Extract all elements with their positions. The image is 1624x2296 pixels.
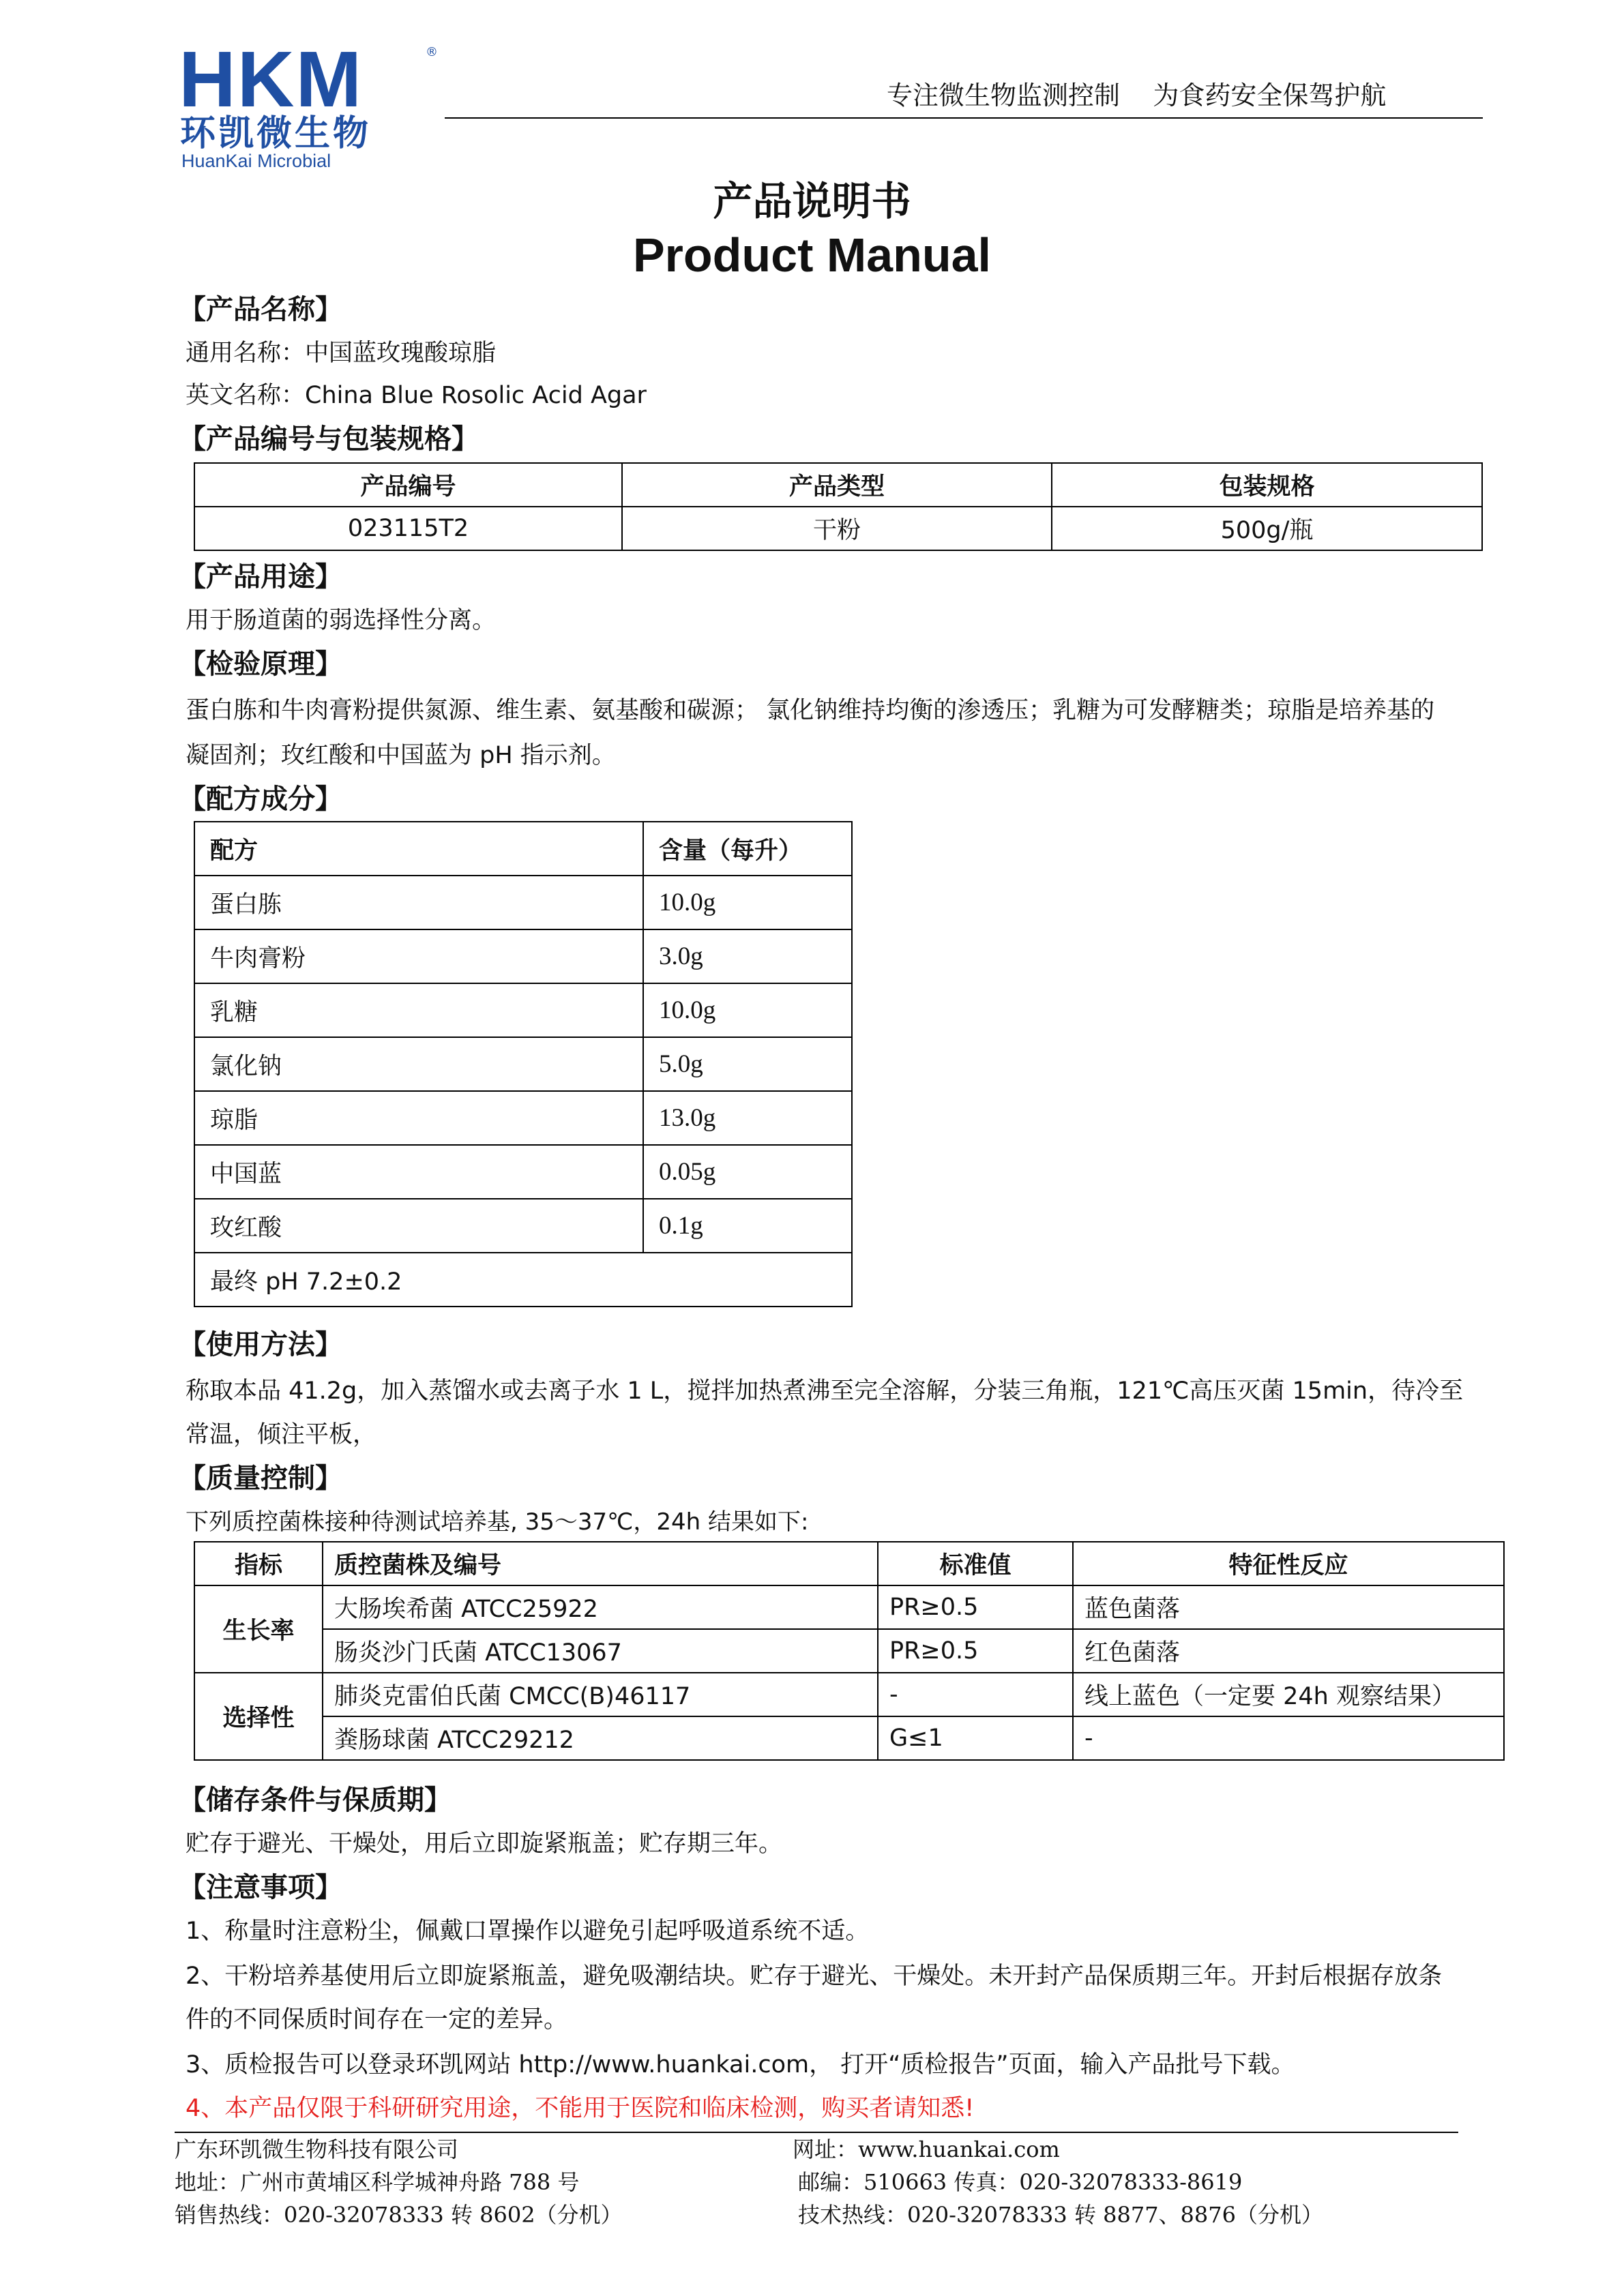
qc-indicator: 选择性 bbox=[194, 1673, 323, 1760]
qc-reaction: 线上蓝色（一定要 24h 观察结果） bbox=[1073, 1673, 1504, 1716]
table-row bbox=[194, 1145, 852, 1199]
ingredient-name: 乳糖 bbox=[194, 983, 643, 1037]
ingredient-name: 蛋白胨 bbox=[194, 876, 643, 929]
table-row bbox=[194, 1629, 1504, 1673]
qc-standard: G≤1 bbox=[878, 1716, 1073, 1760]
section-packaging: 【产品编号与包装规格】 bbox=[179, 423, 479, 455]
qc-reaction: - bbox=[1073, 1716, 1504, 1760]
footer-website: 网址：www.huankai.com bbox=[793, 2136, 1060, 2162]
ingredient-amount: 0.05g bbox=[643, 1145, 852, 1199]
table-row bbox=[194, 1091, 852, 1145]
ingredient-amount: 10.0g bbox=[643, 876, 852, 929]
qc-strain: 大肠埃希菌 ATCC25922 bbox=[323, 1585, 878, 1629]
method-line-1: 称取本品 41.2g，加入蒸馏水或去离子水 1 L，搅拌加热煮沸至完全溶解，分装三角瓶，121℃高压灭菌 15min，待冷至 bbox=[186, 1377, 1464, 1405]
note-4-warning: 4、本产品仅限于科研研究用途，不能用于医院和临床检测，购买者请知悉! bbox=[186, 2095, 975, 2122]
final-ph: 最终 pH 7.2±0.2 bbox=[194, 1253, 852, 1307]
qc-intro: 下列质控菌株接种待测试培养基, 35～37℃，24h 结果如下: bbox=[186, 1508, 809, 1536]
table-row bbox=[194, 876, 852, 929]
principle-line-2: 凝固剂；玫红酸和中国蓝为 pH 指示剂。 bbox=[186, 742, 616, 769]
section-notes: 【注意事项】 bbox=[179, 1872, 342, 1903]
english-name: 英文名称：China Blue Rosolic Acid Agar bbox=[186, 382, 647, 409]
ingredient-amount: 10.0g bbox=[643, 983, 852, 1037]
note-2-line-1: 2、干粉培养基使用后立即旋紧瓶盖，避免吸潮结块。贮存于避光、干燥处。未开封产品保质期三年。开封后根据存放条 bbox=[186, 1963, 1443, 1990]
table-row bbox=[194, 929, 852, 983]
qc-standard: - bbox=[878, 1673, 1073, 1716]
logo-registered-mark: ® bbox=[426, 45, 438, 59]
qc-strain: 肺炎克雷伯氏菌 CMCC(B)46117 bbox=[323, 1673, 878, 1716]
method-line-2: 常温，倾注平板， bbox=[186, 1421, 377, 1448]
principle-line-1: 蛋白胨和牛肉膏粉提供氮源、维生素、氨基酸和碳源； 氯化钠维持均衡的渗透压；乳糖为可发酵糖类；琼脂是培养基的 bbox=[186, 697, 1435, 724]
table-header-cell: 包装规格 bbox=[1052, 463, 1482, 507]
section-storage: 【储存条件与保质期】 bbox=[179, 1785, 452, 1816]
ingredient-name: 氯化钠 bbox=[194, 1037, 643, 1091]
note-2-line-2: 件的不同保质时间存在一定的差异。 bbox=[186, 2006, 568, 2033]
table-cell: 干粉 bbox=[622, 507, 1052, 550]
table-row bbox=[194, 1199, 852, 1253]
section-usage: 【产品用途】 bbox=[179, 561, 342, 593]
qc-indicator: 生长率 bbox=[194, 1585, 323, 1673]
table-cell: 023115T2 bbox=[194, 507, 622, 550]
qc-reaction: 蓝色菌落 bbox=[1073, 1585, 1504, 1629]
table-row bbox=[194, 463, 1482, 507]
ingredient-name: 中国蓝 bbox=[194, 1145, 643, 1199]
logo-chinese-name: 环凯微生物 bbox=[180, 113, 372, 154]
formula-table bbox=[194, 821, 853, 1307]
qc-strain: 肠炎沙门氏菌 ATCC13067 bbox=[323, 1629, 878, 1673]
footer-postcode-fax: 邮编：510663 传真：020-32078333-8619 bbox=[798, 2169, 1243, 2195]
qc-reaction: 红色菌落 bbox=[1073, 1629, 1504, 1673]
header-slogan: 专注微生物监测控制 为食药安全保驾护航 bbox=[887, 80, 1387, 110]
table-row bbox=[194, 507, 1482, 550]
table-row bbox=[194, 1542, 1504, 1585]
qc-strain: 粪肠球菌 ATCC29212 bbox=[323, 1716, 878, 1760]
section-method: 【使用方法】 bbox=[179, 1329, 342, 1360]
table-row bbox=[194, 983, 852, 1037]
footer-company: 广东环凯微生物科技有限公司 bbox=[175, 2136, 459, 2162]
packaging-table bbox=[194, 462, 1483, 551]
note-1: 1、称量时注意粉尘，佩戴口罩操作以避免引起呼吸道系统不适。 bbox=[186, 1918, 870, 1945]
ingredient-amount: 5.0g bbox=[643, 1037, 852, 1091]
logo-english-name: HuanKai Microbial bbox=[181, 151, 331, 171]
footer-sales-hotline: 销售热线：020-32078333 转 8602（分机） bbox=[175, 2202, 623, 2228]
section-quality-control: 【质量控制】 bbox=[179, 1463, 342, 1494]
title-english: Product Manual bbox=[632, 228, 992, 282]
table-header-cell: 配方 bbox=[194, 822, 643, 876]
table-row bbox=[194, 822, 852, 876]
common-name: 通用名称：中国蓝玫瑰酸琼脂 bbox=[186, 340, 497, 367]
footer-address: 地址：广州市黄埔区科学城神舟路 788 号 bbox=[175, 2169, 580, 2195]
usage-text: 用于肠道菌的弱选择性分离。 bbox=[186, 607, 497, 634]
footer-rule bbox=[175, 2132, 1458, 2133]
table-header-cell: 产品类型 bbox=[622, 463, 1052, 507]
ingredient-amount: 3.0g bbox=[643, 929, 852, 983]
header-rule bbox=[445, 117, 1483, 119]
ingredient-amount: 0.1g bbox=[643, 1199, 852, 1253]
table-header-cell: 产品编号 bbox=[194, 463, 622, 507]
footer-tech-hotline: 技术热线：020-32078333 转 8877、8876（分机） bbox=[798, 2202, 1323, 2228]
ingredient-name: 牛肉膏粉 bbox=[194, 929, 643, 983]
section-product-name: 【产品名称】 bbox=[179, 294, 342, 325]
section-principle: 【检验原理】 bbox=[179, 648, 342, 680]
table-row bbox=[194, 1673, 1504, 1716]
note-3: 3、质检报告可以登录环凯网站 http://www.huankai.com， 打开“质检报告”页面，输入产品批号下载。 bbox=[186, 2051, 1295, 2078]
storage-text: 贮存于避光、干燥处，用后立即旋紧瓶盖；贮存期三年。 bbox=[186, 1830, 783, 1858]
qc-standard: PR≥0.5 bbox=[878, 1585, 1073, 1629]
title-chinese: 产品说明书 bbox=[713, 178, 911, 224]
table-header-cell: 指标 bbox=[194, 1542, 323, 1585]
ingredient-name: 琼脂 bbox=[194, 1091, 643, 1145]
table-header-cell: 标准值 bbox=[878, 1542, 1073, 1585]
logo-hkm-text: HKM bbox=[179, 35, 364, 123]
table-header-cell: 质控菌株及编号 bbox=[323, 1542, 878, 1585]
table-header-cell: 含量（每升） bbox=[643, 822, 852, 876]
section-formula: 【配方成分】 bbox=[179, 784, 342, 815]
qc-standard: PR≥0.5 bbox=[878, 1629, 1073, 1673]
table-row bbox=[194, 1716, 1504, 1760]
table-header-cell: 特征性反应 bbox=[1073, 1542, 1504, 1585]
table-row bbox=[194, 1253, 852, 1307]
table-row bbox=[194, 1585, 1504, 1629]
table-row bbox=[194, 1037, 852, 1091]
table-cell: 500g/瓶 bbox=[1052, 507, 1482, 550]
ingredient-name: 玫红酸 bbox=[194, 1199, 643, 1253]
qc-table bbox=[194, 1541, 1505, 1761]
ingredient-amount: 13.0g bbox=[643, 1091, 852, 1145]
